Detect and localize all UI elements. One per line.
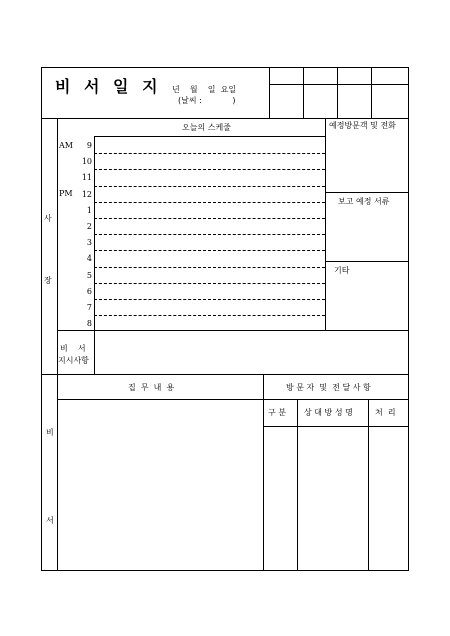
section-label-char-2: 장 [44, 276, 52, 285]
schedule-heading-line [94, 136, 325, 137]
header-grid-h1 [269, 84, 409, 85]
schedule-hour-label: 11 [81, 173, 92, 183]
work-content-heading-line [57, 399, 409, 400]
report-docs-label: 보고 예정 서류 [338, 197, 390, 206]
schedule-hour-label: 1 [86, 205, 92, 215]
schedule-hour-line [94, 169, 325, 170]
form-frame [41, 67, 409, 571]
other-label: 기타 [334, 266, 350, 275]
header-grid-v4 [371, 67, 372, 118]
section-label-char-1: 사 [44, 214, 52, 223]
work-content-heading: 집 무 내 용 [128, 383, 175, 392]
right-panel-divider-2 [325, 261, 409, 262]
visitors-col-divider-2 [368, 399, 369, 571]
visitors-col-action: 처 리 [375, 408, 396, 417]
instructions-label-line-2: 지시사항 [58, 356, 89, 365]
pm-label: PM [59, 189, 73, 198]
schedule-hour-label: 12 [81, 189, 92, 199]
schedule-hour-label: 8 [86, 319, 92, 329]
header-grid-v1 [269, 67, 270, 118]
schedule-hour-label: 5 [86, 270, 92, 280]
visitors-calls-label: 예정방문객 및 전화 [329, 121, 396, 130]
form-title: 비 서 일 지 [55, 77, 162, 96]
section-divider [41, 374, 409, 375]
left-column-divider [57, 118, 58, 571]
visitors-col-divider-1 [297, 399, 298, 571]
schedule-hour-line [94, 315, 325, 316]
schedule-hour-label: 2 [86, 222, 92, 231]
schedule-hour-label: 6 [86, 286, 92, 296]
schedule-hour-line [94, 234, 325, 235]
schedule-hour-line [94, 186, 325, 187]
schedule-hour-line [94, 250, 325, 251]
schedule-hour-label: 3 [86, 238, 92, 248]
schedule-hour-line [94, 267, 325, 268]
instructions-label-divider [94, 330, 95, 374]
work-visitors-divider [263, 374, 264, 571]
visitors-col-category: 구 분 [268, 408, 286, 417]
instructions-top-line [57, 330, 409, 331]
instructions-label-line-1: 비 서 [60, 344, 86, 353]
schedule-hour-line [94, 202, 325, 203]
schedule-hour-column-line [94, 136, 95, 330]
section2-label-char-2: 서 [46, 516, 54, 525]
header-grid-v2 [303, 67, 304, 118]
schedule-hour-label: 9 [86, 141, 92, 150]
weather-line: (날씨 : ) [178, 96, 236, 105]
schedule-hour-label: 4 [86, 254, 92, 264]
schedule-hour-label: 7 [86, 303, 92, 312]
section2-label-char-1: 비 [46, 428, 54, 437]
right-panel-divider-1 [325, 192, 409, 193]
schedule-hour-line [94, 283, 325, 284]
schedule-right-border [325, 118, 326, 330]
schedule-heading: 오늘의 스케줄 [182, 123, 231, 132]
visitors-col-counterpart: 상 대 방 성 명 [304, 408, 353, 417]
schedule-hour-line [94, 153, 325, 154]
am-label: AM [59, 141, 73, 150]
schedule-hour-line [94, 218, 325, 219]
date-line: 년 월 일 요일 [172, 85, 237, 94]
schedule-hour-label: 10 [81, 157, 92, 167]
schedule-hour-line [94, 299, 325, 300]
header-divider [41, 118, 409, 119]
visitors-heading: 방 문 자 및 전 달 사 항 [286, 383, 371, 392]
header-grid-v3 [337, 67, 338, 118]
visitors-header-line [263, 426, 409, 427]
